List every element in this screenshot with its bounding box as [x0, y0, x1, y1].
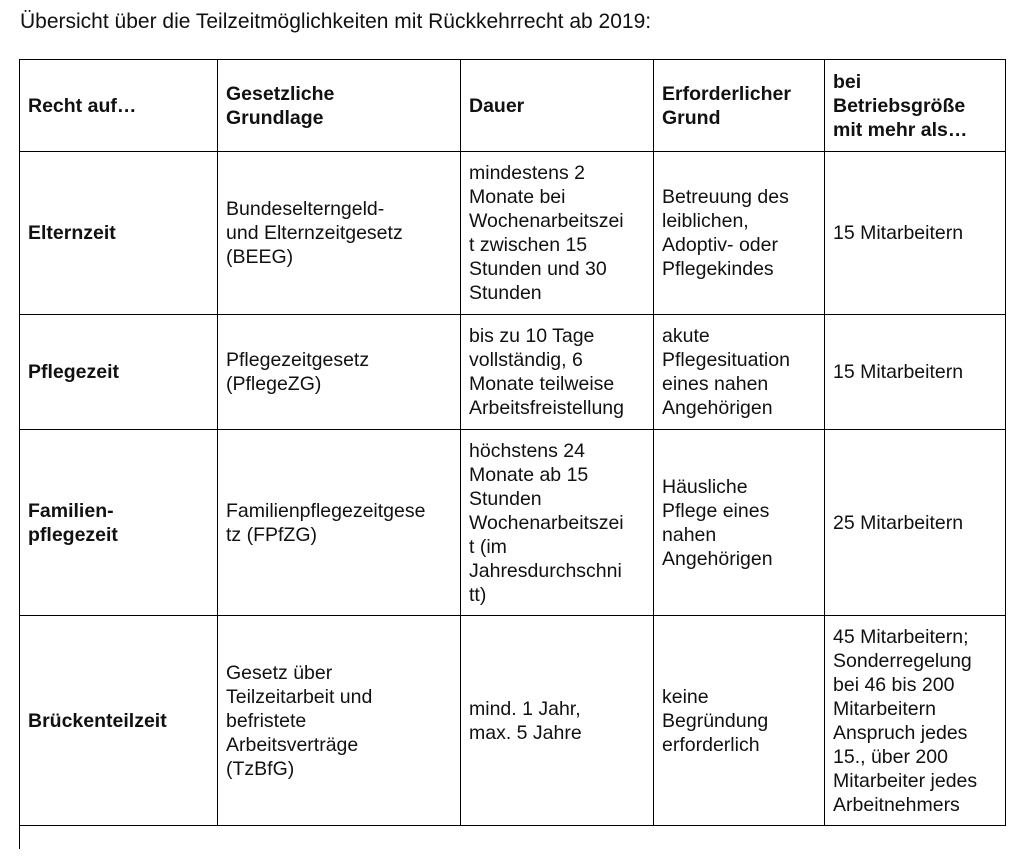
cell-recht: Familien- pflegezeit: [20, 430, 218, 616]
overview-table: [19, 59, 1006, 826]
cell-grund: Häusliche Pflege eines nahen Angehörigen: [654, 430, 825, 616]
cell-betriebsgroesse: 25 Mitarbeitern: [825, 430, 1006, 616]
header-betriebsgroesse: bei Betriebsgröße mit mehr als…: [825, 60, 1006, 152]
cell-grund: keine Begründung erforderlich: [654, 616, 825, 826]
table-row: [20, 430, 1006, 616]
cell-betriebsgroesse: 15 Mitarbeitern: [825, 152, 1006, 315]
cell-grundlage: Familienpflegezeitgese tz (FPfZG): [218, 430, 461, 616]
table-row: [20, 315, 1006, 430]
cell-dauer: mind. 1 Jahr, max. 5 Jahre: [461, 616, 654, 826]
cell-grundlage: Gesetz über Teilzeitarbeit und befristete Arbeitsverträge (TzBfG): [218, 616, 461, 826]
cell-dauer: höchstens 24 Monate ab 15 Stunden Wochenarbeitszei t (im Jahresdurchschni tt): [461, 430, 654, 616]
header-dauer: Dauer: [461, 60, 654, 152]
cell-grundlage: Bundeselterngeld- und Elternzeitgesetz (BEEG): [218, 152, 461, 315]
page-title: Übersicht über die Teilzeitmöglichkeiten mit Rückkehrrecht ab 2019:: [20, 10, 652, 33]
cell-recht: Elternzeit: [20, 152, 218, 315]
header-recht: Recht auf…: [20, 60, 218, 152]
header-row: [20, 60, 1006, 152]
cell-recht: Pflegezeit: [20, 315, 218, 430]
cell-dauer: mindestens 2 Monate bei Wochenarbeitszei t zwischen 15 Stunden und 30 Stunden: [461, 152, 654, 315]
cell-grundlage: Pflegezeitgesetz (PflegeZG): [218, 315, 461, 430]
cell-betriebsgroesse: 15 Mitarbeitern: [825, 315, 1006, 430]
header-grundlage: Gesetzliche Grundlage: [218, 60, 461, 152]
cell-recht: Brückenteilzeit: [20, 616, 218, 826]
cell-dauer: bis zu 10 Tage vollständig, 6 Monate teilweise Arbeitsfreistellung: [461, 315, 654, 430]
cell-grund: Betreuung des leiblichen, Adoptiv- oder Pflegekindes: [654, 152, 825, 315]
header-grund: Erforderlicher Grund: [654, 60, 825, 152]
cell-betriebsgroesse: 45 Mitarbeitern; Sonderregelung bei 46 bis 200 Mitarbeitern Anspruch jedes 15., über 200 Mitarbeiter jedes Arbeitnehmers: [825, 616, 1006, 826]
table-row: [20, 616, 1006, 826]
table-row: [20, 152, 1006, 315]
cell-grund: akute Pflegesituation eines nahen Angehörigen: [654, 315, 825, 430]
